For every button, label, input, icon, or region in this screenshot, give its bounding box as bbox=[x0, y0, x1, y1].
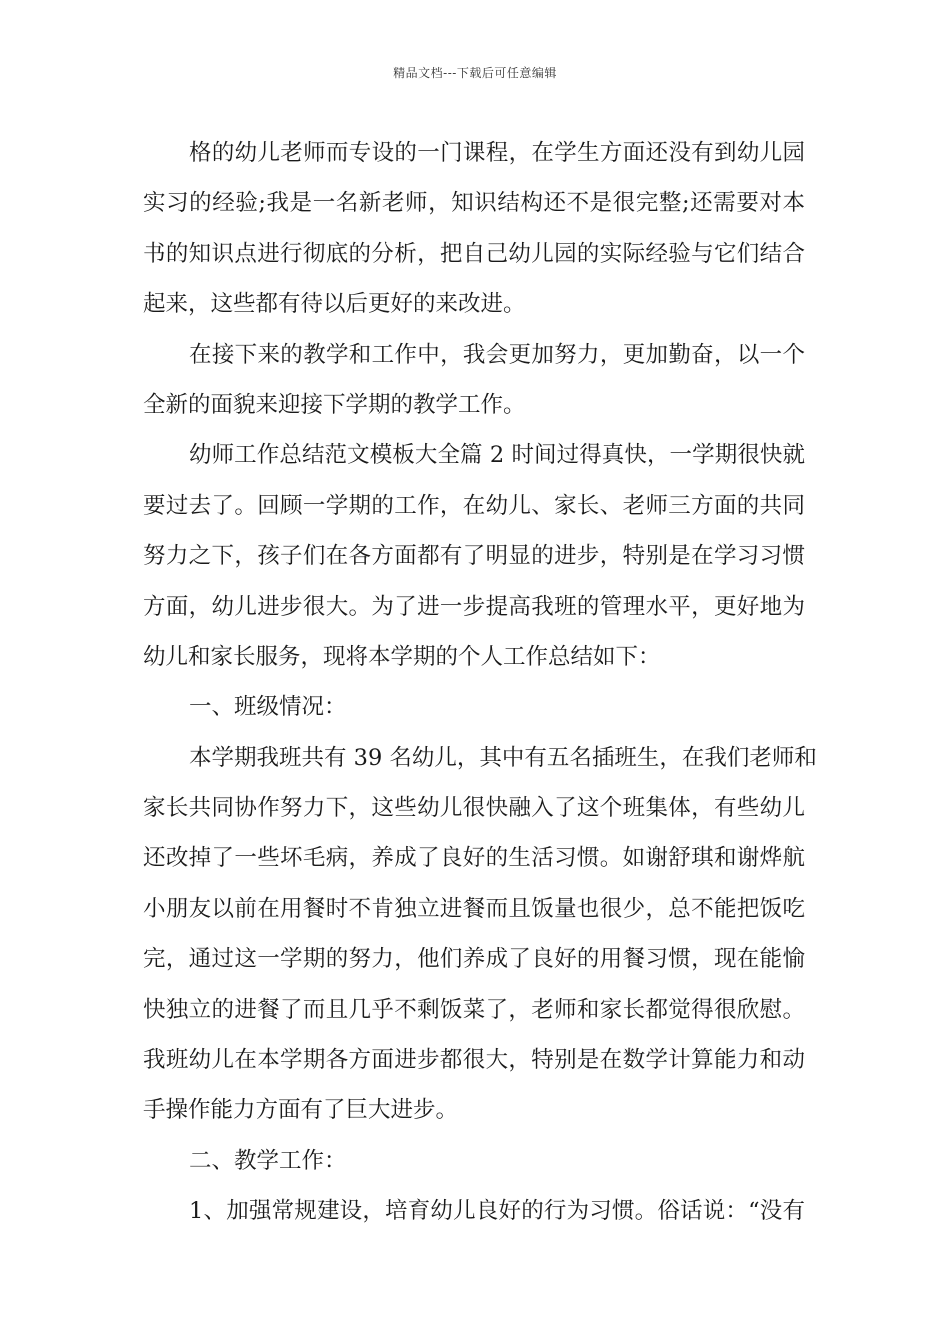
text-line: 起来，这些都有待以后更好的来改进。 bbox=[143, 291, 526, 318]
text-line: 还改掉了一些坏毛病，养成了良好的生活习惯。如谢舒琪和谢烨航 bbox=[143, 845, 805, 872]
page-header: 精品文档---下载后可任意编辑 bbox=[393, 66, 557, 80]
text-line: 格的幼儿老师而专设的一门课程，在学生方面还没有到幼儿园 bbox=[189, 140, 805, 166]
paragraph bbox=[143, 128, 805, 330]
section-heading bbox=[143, 1136, 805, 1186]
section-heading bbox=[143, 682, 805, 732]
text-line: 小朋友以前在用餐时不肯独立进餐而且饭量也很少，总不能把饭吃 bbox=[143, 895, 805, 922]
text-line: 1、加强常规建设，培育幼儿良好的行为习惯。俗话说：“没有 bbox=[189, 1198, 805, 1225]
paragraph bbox=[143, 733, 817, 1136]
text-line: 幼儿和家长服务，现将本学期的个人工作总结如下： bbox=[143, 643, 661, 670]
paragraph bbox=[143, 330, 805, 431]
text-line: 家长共同协作努力下，这些幼儿很快融入了这个班集体，有些幼儿 bbox=[143, 795, 805, 822]
paragraph bbox=[143, 1186, 805, 1236]
section-heading-text: 一、班级情况： bbox=[189, 694, 347, 721]
text-line: 本学期我班共有 39 名幼儿，其中有五名插班生，在我们老师和 bbox=[189, 744, 817, 771]
text-line: 努力之下，孩子们在各方面都有了明显的进步，特别是在学习习惯 bbox=[143, 543, 805, 570]
text-line: 书的知识点进行彻底的分析，把自己幼儿园的实际经验与它们结合 bbox=[143, 240, 805, 267]
text-line: 完，通过这一学期的努力，他们养成了良好的用餐习惯，现在能愉 bbox=[143, 946, 805, 973]
paragraph bbox=[143, 430, 805, 682]
text-line: 在接下来的教学和工作中，我会更加努力，更加勤奋，以一个 bbox=[189, 341, 805, 368]
text-line: 快独立的进餐了而且几乎不剩饭菜了，老师和家长都觉得很欣慰。 bbox=[143, 996, 805, 1023]
text-line: 幼师工作总结范文模板大全篇 2 时间过得真快，一学期很快就 bbox=[189, 442, 805, 469]
text-line: 实习的经验;我是一名新老师，知识结构还不是很完整;还需要对本 bbox=[143, 190, 805, 217]
document-body bbox=[143, 128, 817, 1237]
section-heading-text: 二、教学工作： bbox=[189, 1147, 347, 1174]
text-line: 方面，幼儿进步很大。为了进一步提高我班的管理水平，更好地为 bbox=[143, 593, 805, 620]
text-line: 全新的面貌来迎接下学期的教学工作。 bbox=[143, 391, 526, 418]
text-line: 要过去了。回顾一学期的工作，在幼儿、家长、老师三方面的共同 bbox=[143, 492, 805, 519]
text-line: 手操作能力方面有了巨大进步。 bbox=[143, 1097, 459, 1124]
text-line: 我班幼儿在本学期各方面进步都很大，特别是在数学计算能力和动 bbox=[143, 1047, 805, 1074]
